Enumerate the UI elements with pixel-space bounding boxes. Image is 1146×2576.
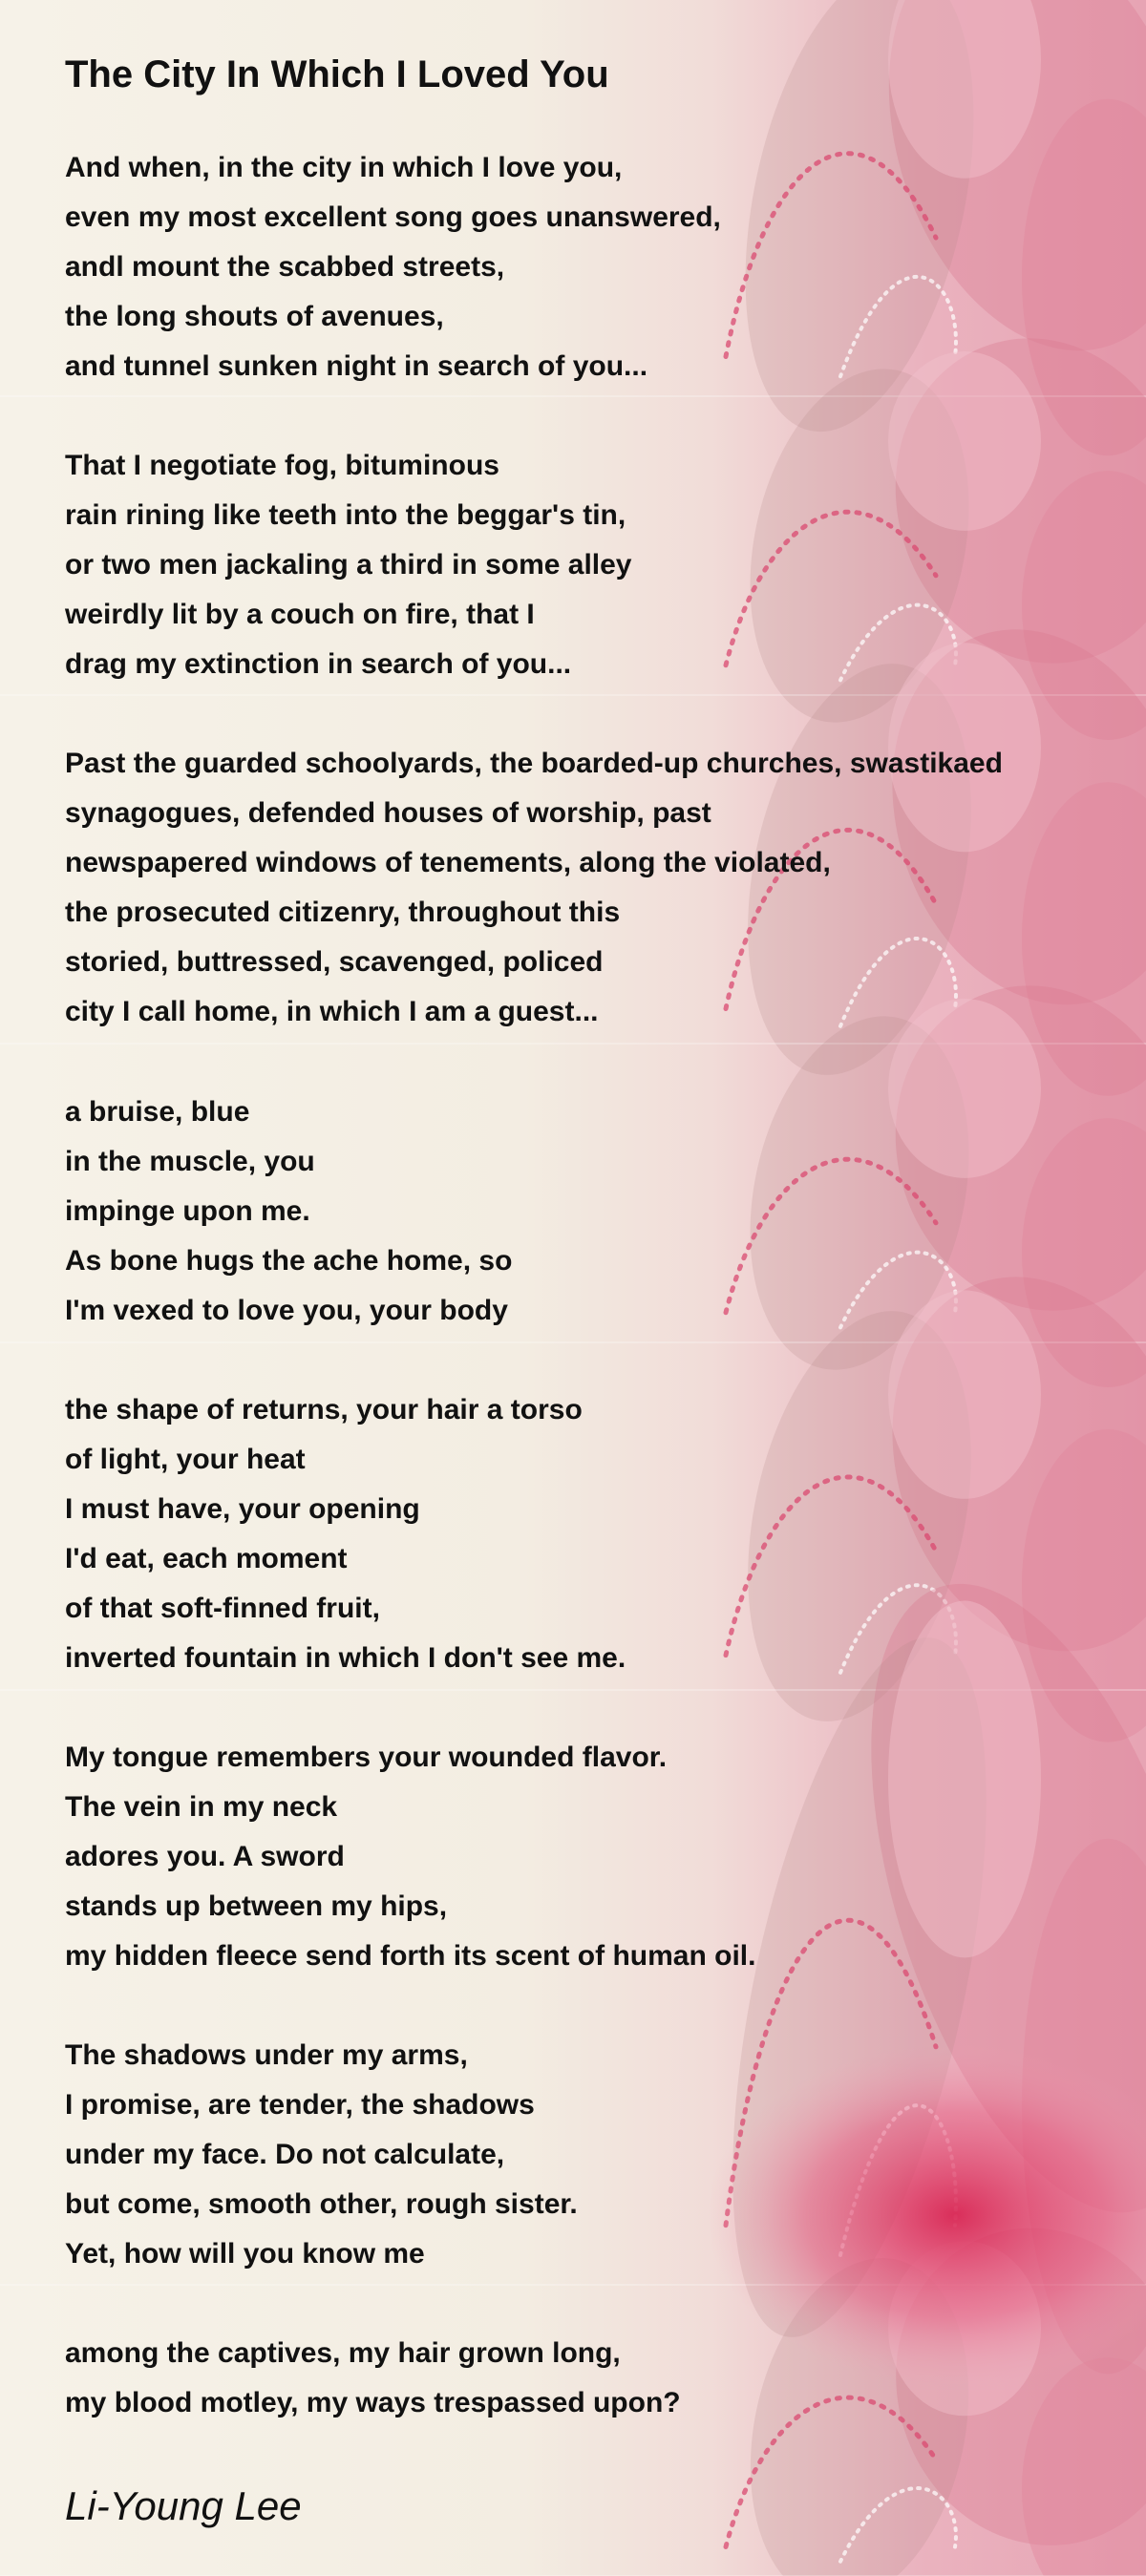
poem-line: storied, buttressed, scavenged, policed (65, 946, 604, 978)
poem-line: a bruise, blue (65, 1096, 250, 1128)
stanza (65, 1733, 755, 1981)
poem-line: my blood motley, my ways trespassed upon? (65, 2387, 681, 2418)
poem-title: The City In Which I Loved You (65, 53, 609, 95)
poem-line: My tongue remembers your wounded flavor. (65, 1742, 668, 1773)
poem-line: The shadows under my arms, (65, 2039, 468, 2071)
poem-line: I'd eat, each moment (65, 1543, 348, 1574)
stanza (65, 739, 1003, 1037)
poem-line: Past the guarded schoolyards, the boarded-up churches, swastikaed (65, 748, 1003, 779)
poem-line: Yet, how will you know me (65, 2238, 425, 2270)
poem-line: weirdly lit by a couch on fire, that I (65, 599, 535, 630)
poem-line: adores you. A sword (65, 1841, 345, 1872)
poem-line: the long shouts of avenues, (65, 301, 444, 332)
poem-line: my hidden fleece send forth its scent of human oil. (65, 1940, 756, 1972)
poem-line: I must have, your opening (65, 1493, 420, 1525)
stanza (65, 441, 632, 689)
poem-line: even my most excellent song goes unanswered, (65, 201, 721, 233)
stanza (65, 143, 721, 391)
poem-line: under my face. Do not calculate, (65, 2139, 505, 2170)
poem-author: Li-Young Lee (65, 2483, 302, 2528)
stanza (65, 1385, 626, 1683)
poem-line: andl mount the scabbed streets, (65, 251, 505, 283)
poem-line: The vein in my neck (65, 1791, 338, 1823)
poem-line: and tunnel sunken night in search of you... (65, 350, 648, 382)
stanza (65, 1087, 512, 1336)
poem-line: I promise, are tender, the shadows (65, 2089, 535, 2121)
poem-line: drag my extinction in search of you... (65, 648, 572, 680)
poem-line: the shape of returns, your hair a torso (65, 1394, 583, 1425)
poem-line: city I call home, in which I am a guest... (65, 996, 599, 1027)
stanza (65, 2329, 681, 2428)
poem-line: newspapered windows of tenements, along the violated, (65, 847, 831, 878)
poem-line: stands up between my hips, (65, 1890, 448, 1922)
poem-line: in the muscle, you (65, 1146, 315, 1177)
stanza (65, 2031, 578, 2279)
poem-line: impinge upon me. (65, 1195, 310, 1227)
poem-line: That I negotiate fog, bituminous (65, 450, 499, 481)
poem-line: As bone hugs the ache home, so (65, 1245, 513, 1277)
poem-line: among the captives, my hair grown long, (65, 2337, 621, 2369)
poem-line: I'm vexed to love you, your body (65, 1295, 508, 1326)
poem-line: but come, smooth other, rough sister. (65, 2188, 578, 2220)
poem-line: the prosecuted citizenry, throughout this (65, 897, 621, 928)
poem-line: synagogues, defended houses of worship, past (65, 797, 711, 829)
poem-line: inverted fountain in which I don't see me. (65, 1642, 626, 1674)
poem-line: rain rining like teeth into the beggar's tin, (65, 499, 626, 531)
poem-line: of that soft-finned fruit, (65, 1593, 380, 1624)
poem-line: And when, in the city in which I love you, (65, 152, 623, 183)
poem-line: or two men jackaling a third in some alley (65, 549, 632, 581)
poem-line: of light, your heat (65, 1444, 306, 1475)
